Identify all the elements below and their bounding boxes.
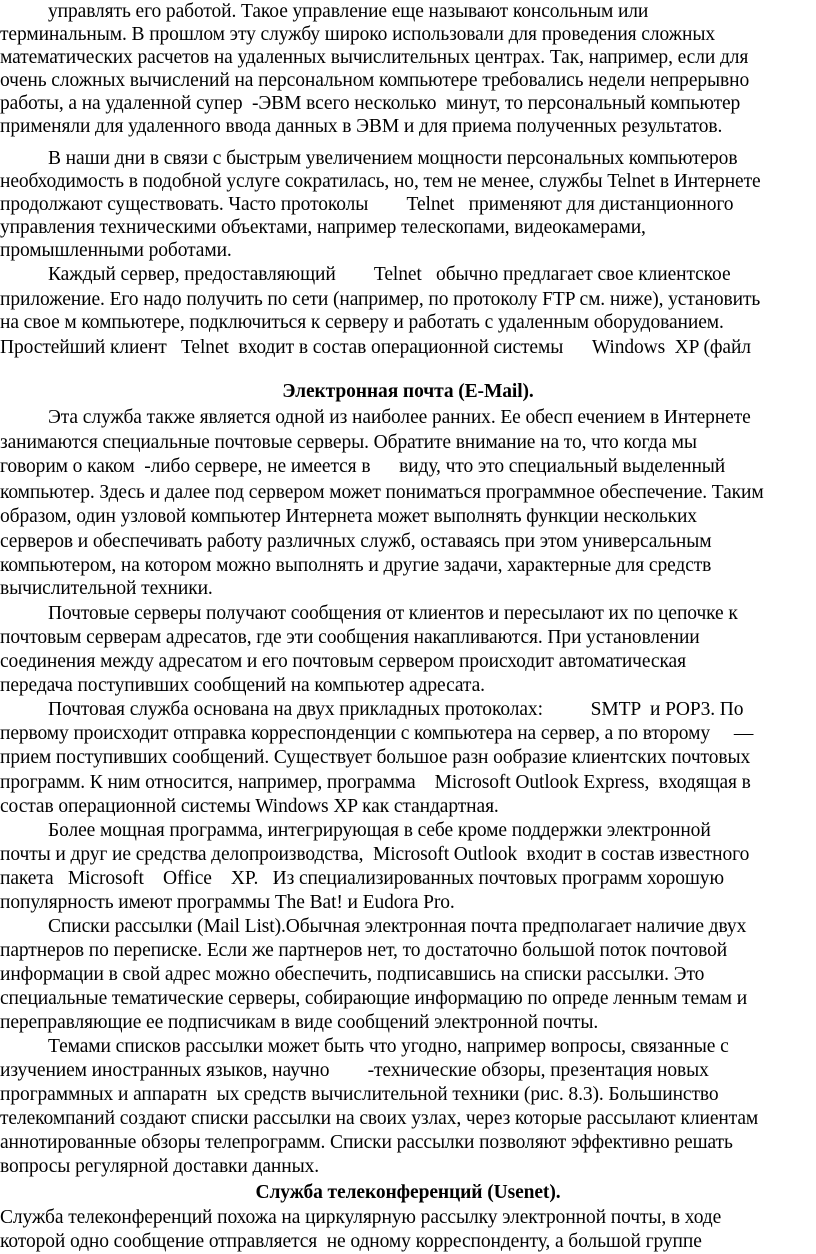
text-line: программ. К ним относится, например, программа Microsoft Outlook Express, входящая в xyxy=(0,772,751,793)
section-heading-email: Электронная почта (E-Mail). xyxy=(282,381,534,402)
text-line: пакета Microsoft Office XP. Из специализированных почтовых программ хорошую xyxy=(0,868,724,889)
text-line: математических расчетов на удаленных вычислительных центрах. Так, например, если для xyxy=(0,47,749,68)
text-line: В наши дни в связи с быстрым увеличением мощности персональных компьютеров xyxy=(48,148,738,169)
text-line: передача поступивших сообщений на компьютер адресата. xyxy=(0,675,485,696)
text-line: информации в свой адрес можно обеспечить, подписавшись на списки рассылки. Это xyxy=(0,964,705,985)
text-line: вопросы регулярной доставки данных. xyxy=(0,1156,320,1177)
text-line: компьютером, на котором можно выполнять и другие задачи, характерные для средств xyxy=(0,555,712,576)
text-line: на свое м компьютере, подключиться к серверу и работать с удаленным оборудованием. xyxy=(0,312,724,333)
text-line: которой одно сообщение отправляется не одному корреспонденту, а большой группе xyxy=(0,1231,702,1252)
text-line: первому происходит отправка корреспонденции с компьютера на сервер, а по второму — xyxy=(0,723,754,744)
text-line: управления техническими объектами, например телескопами, видеокамерами, xyxy=(0,217,646,238)
text-line: промышленными роботами. xyxy=(0,240,232,261)
text-line: переправляющие ее подписчикам в виде сообщений электронной почты. xyxy=(0,1012,599,1033)
text-line: очень сложных вычислений на персональном компьютере требовались недели непрерывно xyxy=(0,70,750,91)
text-line: изучением иностранных языков, научно -технические обзоры, презентация новых xyxy=(0,1060,709,1081)
text-line: Простейший клиент Telnet входит в состав операционной системы Windows XP (файл xyxy=(0,337,751,358)
text-line: терминальным. В прошлом эту службу широко использовали для проведения сложных xyxy=(0,24,716,45)
text-line: вычислительной техники. xyxy=(0,578,213,599)
text-line: применяли для удаленного ввода данных в ЭВМ и для приема полученных результатов. xyxy=(0,116,723,137)
text-line: компьютер. Здесь и далее под сервером может пониматься программное обеспечение. Таким xyxy=(0,482,764,503)
text-line: Эта служба также является одной из наиболее ранних. Ее обесп ечением в Интернете xyxy=(48,407,751,428)
text-line: почты и друг ие средства делопроизводства, Microsoft Outlook входит в состав известного xyxy=(0,844,750,865)
text-line: Служба телеконференций похожа на циркулярную рассылку электронной почты, в ходе xyxy=(0,1207,722,1228)
text-line: почтовым серверам адресатов, где эти сообщения накапливаются. При установлении xyxy=(0,627,700,648)
text-line: специальные тематические серверы, собирающие информацию по опреде ленным темам и xyxy=(0,988,748,1009)
text-line: программных и аппаратн ых средств вычислительной техники (рис. 8.3). Большинство xyxy=(0,1084,719,1105)
text-line: приложение. Его надо получить по сети (например, по протоколу FTP см. ниже), установить xyxy=(0,289,761,310)
section-heading-usenet: Служба телеконференций (Usenet). xyxy=(255,1182,561,1203)
text-line: Почтовые серверы получают сообщения от клиентов и пересылают их по цепочке к xyxy=(48,603,738,624)
text-line: Списки рассылки (Mail List).Обычная электронная почта предполагает наличие двух xyxy=(48,916,747,937)
text-line: управлять его работой. Такое управление еще называют консольным или xyxy=(48,1,649,22)
text-line: работы, а на удаленной супер -ЭВМ всего несколько минут, то персональный компьютер xyxy=(0,93,741,114)
text-line: аннотированные обзоры телепрограмм. Списки рассылки позволяют эффективно решать xyxy=(0,1132,733,1153)
text-line: Почтовая служба основана на двух прикладных протоколах: SMTP и POP3. По xyxy=(48,699,744,720)
text-line: продолжают существовать. Часто протоколы Telnet применяют для дистанционного xyxy=(0,194,734,215)
text-line: Темами списков рассылки может быть что угодно, например вопросы, связанные с xyxy=(48,1036,729,1057)
text-line: образом, один узловой компьютер Интернета может выполнять функции нескольких xyxy=(0,506,697,527)
text-line: серверов и обеспечивать работу различных служб, оставаясь при этом универсальным xyxy=(0,531,712,552)
text-line: популярность имеют программы The Bat! и Eudora Pro. xyxy=(0,892,455,913)
text-line: необходимость в подобной услуге сократилась, но, тем не менее, службы Telnet в Интернете xyxy=(0,171,761,192)
text-line: соединения между адресатом и его почтовым сервером происходит автоматическая xyxy=(0,651,686,672)
text-line: телекомпаний создают списки рассылки на своих узлах, через которые рассылают клиентам xyxy=(0,1108,759,1129)
text-line: занимаются специальные почтовые серверы. Обратите внимание на то, что когда мы xyxy=(0,432,697,453)
text-line: Каждый сервер, предоставляющий Telnet обычно предлагает свое клиентское xyxy=(48,264,731,285)
text-line: партнеров по переписке. Если же партнеров нет, то достаточно большой поток почтовой xyxy=(0,940,728,961)
text-line: говорим о каком -либо сервере, не имеется в виду, что это специальный выделенный xyxy=(0,456,726,477)
text-line: Более мощная программа, интегрирующая в себе кроме поддержки электронной xyxy=(48,820,711,841)
text-line: прием поступивших сообщений. Существует большое разн ообразие клиентских почтовых xyxy=(0,747,751,768)
text-line: состав операционной системы Windows XP как стандартная. xyxy=(0,796,499,817)
